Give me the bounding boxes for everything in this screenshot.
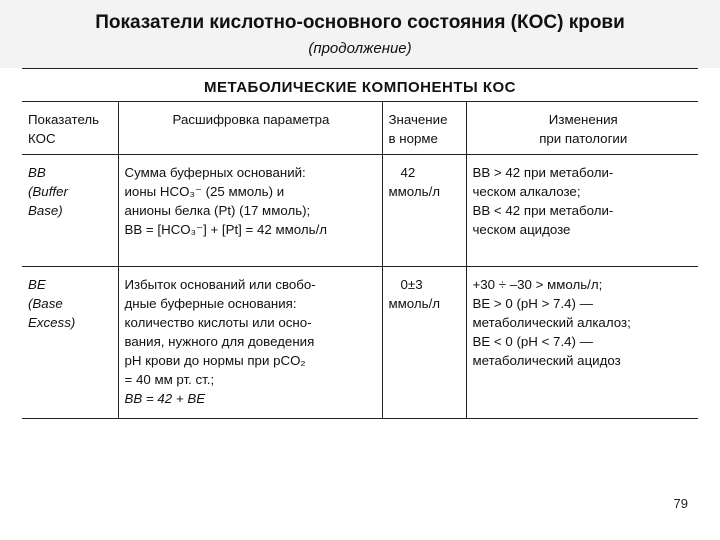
- changes-line: BE > 0 (pH > 7.4) —: [472, 296, 593, 311]
- header-description: [118, 102, 382, 155]
- description-line: Избыток оснований или свобо-: [124, 277, 316, 292]
- description-cell: [118, 267, 382, 419]
- changes-line: BB < 42 при метаболи-: [472, 203, 614, 218]
- changes-line: ческом ацидозе: [472, 222, 571, 237]
- header-line: Изменения: [548, 112, 618, 127]
- header-norm: [382, 102, 466, 155]
- indicator-line: BB: [28, 165, 46, 180]
- header-changes: [466, 102, 698, 155]
- table-row-bb: [22, 155, 698, 267]
- indicator-line: Base): [28, 203, 63, 218]
- changes-line: метаболический алкалоз;: [472, 315, 631, 330]
- description-line: вания, нужного для доведения: [124, 334, 315, 349]
- norm-line: ммоль/л: [388, 296, 441, 311]
- changes-line: ческом алкалозе;: [472, 184, 581, 199]
- indicator-cell: [22, 155, 118, 267]
- description-line: pH крови до нормы при pCO₂: [124, 353, 306, 368]
- header-indicator: [22, 102, 118, 155]
- page-title: Показатели кислотно-основного состояния (КОС) крови: [95, 12, 625, 33]
- indicator-line: (Buffer: [28, 184, 68, 199]
- description-line: Сумма буферных оснований:: [124, 165, 306, 180]
- header-line: при патологии: [539, 131, 628, 146]
- indicator-line: (Base: [28, 296, 63, 311]
- description-line: анионы белка (Pt) (17 ммоль);: [124, 203, 311, 218]
- norm-line: 0±3: [400, 277, 423, 292]
- section-title: МЕТАБОЛИЧЕСКИЕ КОМПОНЕНТЫ КОС: [203, 79, 517, 96]
- table-row-be: [22, 267, 698, 419]
- description-cell: [118, 155, 382, 267]
- page-subtitle: (продолжение): [308, 40, 412, 57]
- description-line: = 40 мм рт. ст.;: [124, 372, 215, 387]
- indicator-cell: [22, 267, 118, 419]
- header-line: Показатель: [28, 112, 100, 127]
- changes-cell: [466, 267, 698, 419]
- header-line: в норме: [388, 131, 438, 146]
- changes-line: +30 ÷ –30 > ммоль/л;: [472, 277, 603, 292]
- table-header-row: [22, 102, 698, 155]
- kos-table: [22, 102, 698, 419]
- description-line: дные буферные основания:: [124, 296, 297, 311]
- changes-line: BE < 0 (pH < 7.4) —: [472, 334, 593, 349]
- top-divider: [22, 68, 698, 69]
- indicator-line: Excess): [28, 315, 76, 330]
- header-line: Расшифровка параметра: [172, 112, 330, 127]
- norm-line: 42: [400, 165, 416, 180]
- header-line: Значение: [388, 112, 448, 127]
- norm-line: ммоль/л: [388, 184, 441, 199]
- header-line: КОС: [28, 131, 56, 146]
- description-line: BB = [HCO₃⁻] + [Pt] = 42 ммоль/л: [124, 222, 328, 237]
- norm-cell: [382, 155, 466, 267]
- description-line: количество кислоты или осно-: [124, 315, 312, 330]
- description-line: ионы HCO₃⁻ (25 ммоль) и: [124, 184, 285, 199]
- changes-cell: [466, 155, 698, 267]
- changes-line: метаболический ацидоз: [472, 353, 621, 368]
- description-line: BB = 42 + BE: [124, 391, 206, 406]
- norm-cell: [382, 267, 466, 419]
- indicator-line: BE: [28, 277, 46, 292]
- page-number: 79: [673, 496, 688, 511]
- slide-header: [0, 0, 720, 68]
- changes-line: BB > 42 при метаболи-: [472, 165, 614, 180]
